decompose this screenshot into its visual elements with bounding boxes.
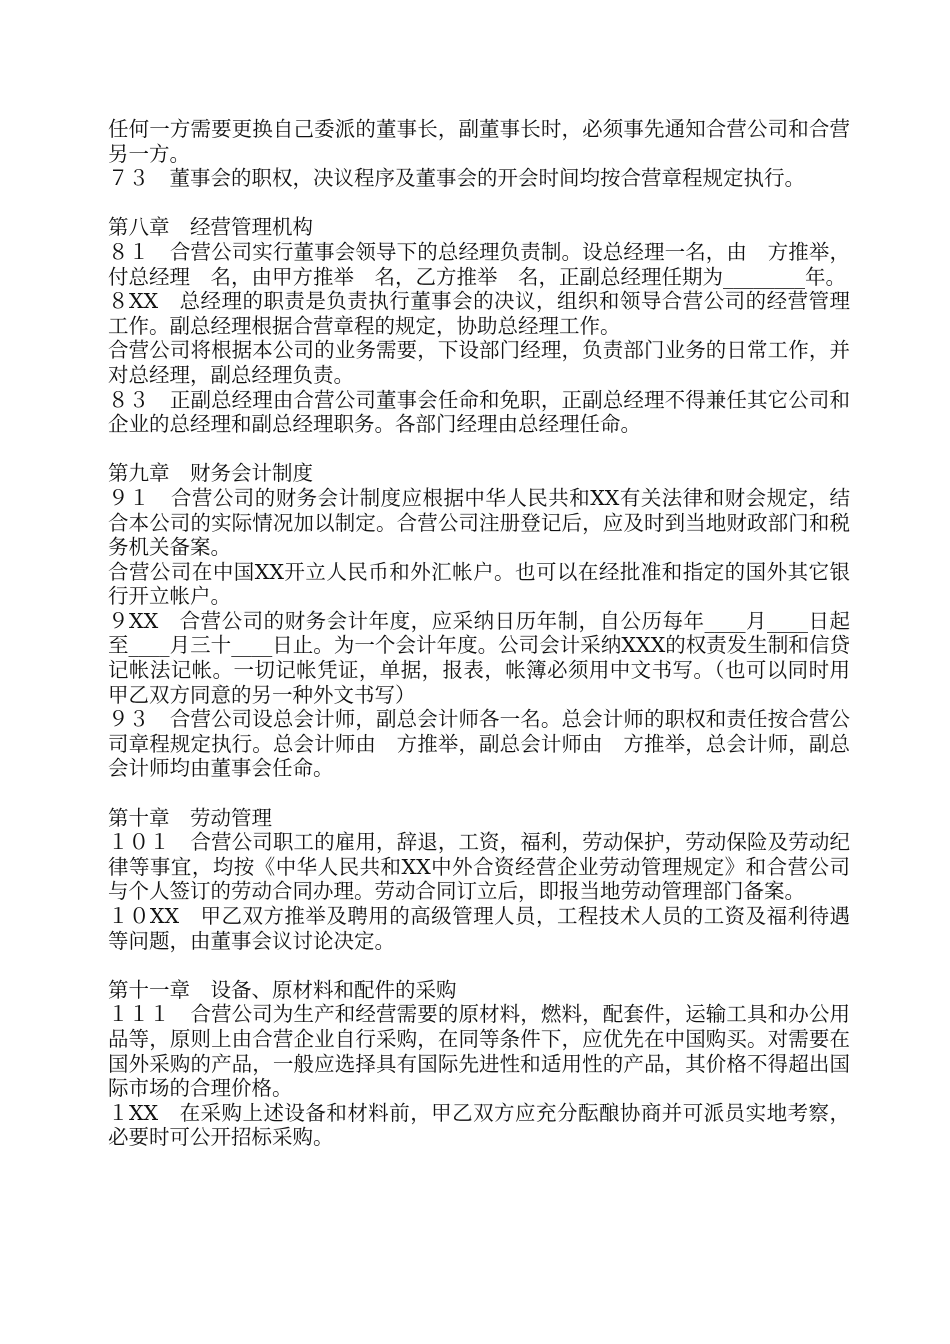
clause-8-2: ８XX 总经理的职责是负责执行董事会的决议，组织和领导合营公司的经营管理工作。副总经理根据合营章程的规定，协助总经理工作。 <box>108 289 850 338</box>
clause-9-3: ９３ 合营公司设总会计师，副总会计师各一名。总会计师的职权和责任按合营公司章程规定执行。总会计师由 方推举，副总会计师由 方推举，总会计师，副总会计师均由董事会任命。 <box>108 707 850 781</box>
clause-9-2: ９XX 合营公司的财务会计年度，应采纳日历年制，自公历每年____月____日起至____月三十____日止。为一个会计年度。公司会计采纳XXX的权责发生制和信贷记帐法记帐。一切记帐凭证，单据，报表，帐簿必须用中文书写。（也可以同时用甲乙双方同意的另一种外文书写） <box>108 608 850 707</box>
spacer <box>108 191 850 216</box>
chapter-10-title: 第十章 劳动管理 <box>108 805 272 830</box>
paragraph-bank-accounts: 合营公司在中国XX开立人民币和外汇帐户。也可以在经批准和指定的国外其它银行开立帐户。 <box>108 559 850 609</box>
spacer <box>108 437 850 462</box>
paragraph-board-replacement: 任何一方需要更换自己委派的董事长，副董事长时，必须事先通知合营公司和合营另一方。 <box>108 117 850 166</box>
clause-8-1: ８１ 合营公司实行董事会领导下的总经理负责制。设总经理一名，由 方推举，付总经理 名，由甲方推举 名，乙方推举 名，正副总经理任期为________年。 <box>108 239 850 289</box>
clause-7-3: ７３ 董事会的职权，决议程序及董事会的开会时间均按合营章程规定执行。 <box>108 166 805 191</box>
clause-11-2: １XX 在采购上述设备和材料前，甲乙双方应充分酝酿协商并可派员实地考察，必要时可公开招标采购。 <box>108 1100 850 1150</box>
clause-9-1: ９１ 合营公司的财务会计制度应根据中华人民共和XX有关法律和财会规定，结合本公司的实际情况加以制定。合营公司注册登记后，应及时到当地财政部门和税务机关备案。 <box>108 485 850 560</box>
spacer <box>108 953 850 978</box>
clause-10-2: １０XX 甲乙双方推举及聘用的高级管理人员，工程技术人员的工资及福利待遇等问题，由董事会议讨论决定。 <box>108 904 850 953</box>
paragraph-department-managers: 合营公司将根据本公司的业务需要，下设部门经理，负责部门业务的日常工作，并对总经理，副总经理负责。 <box>108 338 850 387</box>
chapter-8-title: 第八章 经营管理机构 <box>108 215 313 240</box>
document-page <box>108 117 850 1150</box>
clause-10-1: １０１ 合营公司职工的雇用，辞退，工资，福利，劳动保护，劳动保险及劳动纪律等事宜，均按《中华人民共和XX中外合资经营企业劳动管理规定》和合营公司与个人签订的劳动合同办理。劳动合同订立后，即报当地劳动管理部门备案。 <box>108 830 850 904</box>
chapter-11-title: 第十一章 设备、原材料和配件的采购 <box>108 977 457 1002</box>
spacer <box>108 781 850 806</box>
clause-8-3: ８３ 正副总经理由合营公司董事会任命和免职，正副总经理不得兼任其它公司和企业的总经理和副总经理职务。各部门经理由总经理任命。 <box>108 387 850 437</box>
clause-11-1: １１１ 合营公司为生产和经营需要的原材料，燃料，配套件，运输工具和办公用品等，原则上由合营企业自行采购，在同等条件下，应优先在中国购买。对需要在国外采购的产品，一般应选择具有国际先进性和适用性的产品，其价格不得超出国际市场的合理价格。 <box>108 1002 850 1101</box>
chapter-9-title: 第九章 财务会计制度 <box>108 461 313 486</box>
